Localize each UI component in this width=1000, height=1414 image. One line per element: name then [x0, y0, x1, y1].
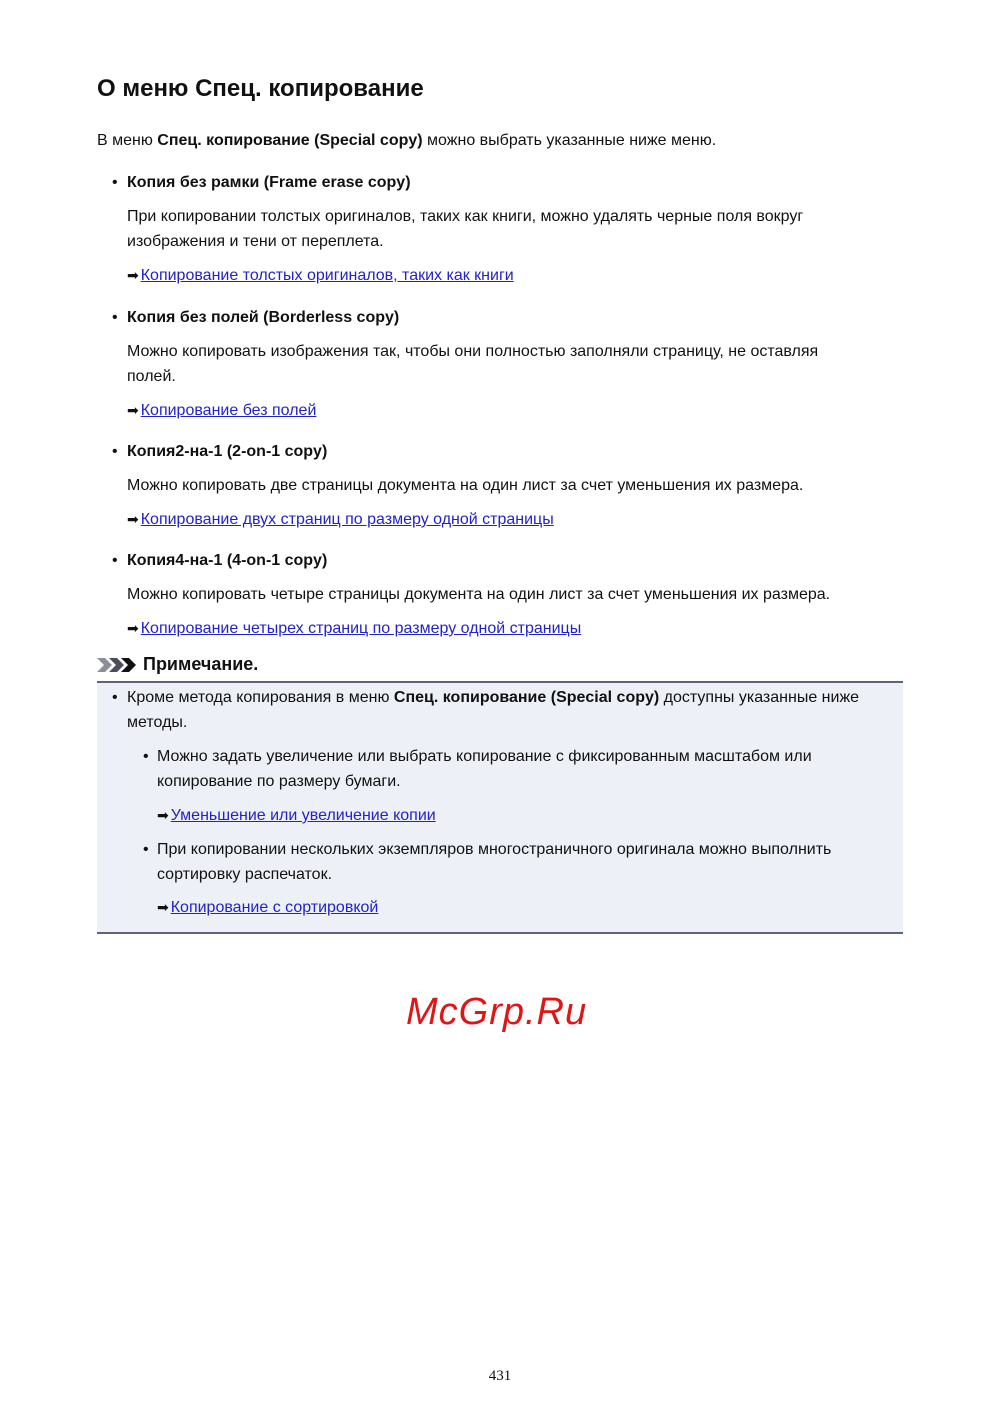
item-link[interactable] — [127, 616, 581, 641]
bullet: • — [112, 174, 118, 191]
link-text[interactable]: Уменьшение или увеличение копии — [170, 807, 436, 824]
link-text[interactable]: Копирование четырех страниц по размеру одной страницы — [140, 620, 582, 637]
bullet: • — [112, 309, 118, 326]
item-desc: полей. — [127, 368, 176, 385]
note-heading — [97, 652, 258, 677]
arrow-right-icon: ➡ — [157, 899, 169, 915]
bullet: • — [143, 748, 149, 765]
link-text[interactable]: Копирование двух страниц по размеру одной страницы — [140, 511, 554, 528]
item-heading: Копия2-на-1 (2-on-1 copy) — [127, 443, 328, 460]
watermark: McGrp.Ru — [406, 991, 588, 1033]
item-desc: Можно копировать две страницы документа на один лист за счет уменьшения их размера. — [127, 477, 804, 494]
item-link[interactable] — [127, 398, 316, 423]
arrow-right-icon: ➡ — [127, 267, 139, 283]
bullet: • — [112, 552, 118, 569]
chevrons-icon — [97, 657, 137, 673]
note-sub-text: При копировании нескольких экземпляров многостраничного оригинала можно выполнить — [157, 841, 832, 858]
item-heading: Копия4-на-1 (4-on-1 copy) — [127, 552, 328, 569]
item-link[interactable] — [127, 507, 554, 532]
item-heading: Копия без рамки (Frame erase copy) — [127, 174, 411, 191]
item-link[interactable] — [127, 263, 514, 288]
link-text[interactable]: Копирование без полей — [140, 402, 317, 419]
note-sub-text: Можно задать увеличение или выбрать копирование с фиксированным масштабом или — [157, 748, 812, 765]
item-heading: Копия без полей (Borderless copy) — [127, 309, 400, 326]
note-text: методы. — [127, 714, 188, 731]
arrow-right-icon: ➡ — [127, 620, 139, 636]
note-text: Кроме метода копирования в меню Спец. копирование (Special copy) доступны указанные ниже — [127, 689, 860, 706]
note-sub-text: копирование по размеру бумаги. — [157, 773, 401, 790]
arrow-right-icon: ➡ — [127, 511, 139, 527]
arrow-right-icon: ➡ — [127, 402, 139, 418]
arrow-right-icon: ➡ — [157, 807, 169, 823]
note-sub-text: сортировку распечаток. — [157, 866, 333, 883]
item-desc: Можно копировать изображения так, чтобы они полностью заполняли страницу, не оставляя — [127, 343, 819, 360]
bullet: • — [112, 689, 118, 706]
item-desc: изображения и тени от переплета. — [127, 233, 384, 250]
intro-text: В меню Спец. копирование (Special copy) можно выбрать указанные ниже меню. — [97, 132, 717, 149]
note-link[interactable] — [157, 803, 436, 828]
item-desc: Можно копировать четыре страницы документа на один лист за счет уменьшения их размера. — [127, 586, 831, 603]
item-desc: При копировании толстых оригиналов, таких как книги, можно удалять черные поля вокруг — [127, 208, 804, 225]
note-link[interactable] — [157, 895, 378, 920]
link-text[interactable]: Копирование толстых оригиналов, таких как книги — [140, 267, 514, 284]
page-number: 431 — [488, 1368, 512, 1384]
page-title: О меню Спец. копирование — [97, 75, 424, 102]
note-title: Примечание. — [143, 654, 259, 674]
bullet: • — [112, 443, 118, 460]
bullet: • — [143, 841, 149, 858]
link-text[interactable]: Копирование с сортировкой — [170, 899, 379, 916]
